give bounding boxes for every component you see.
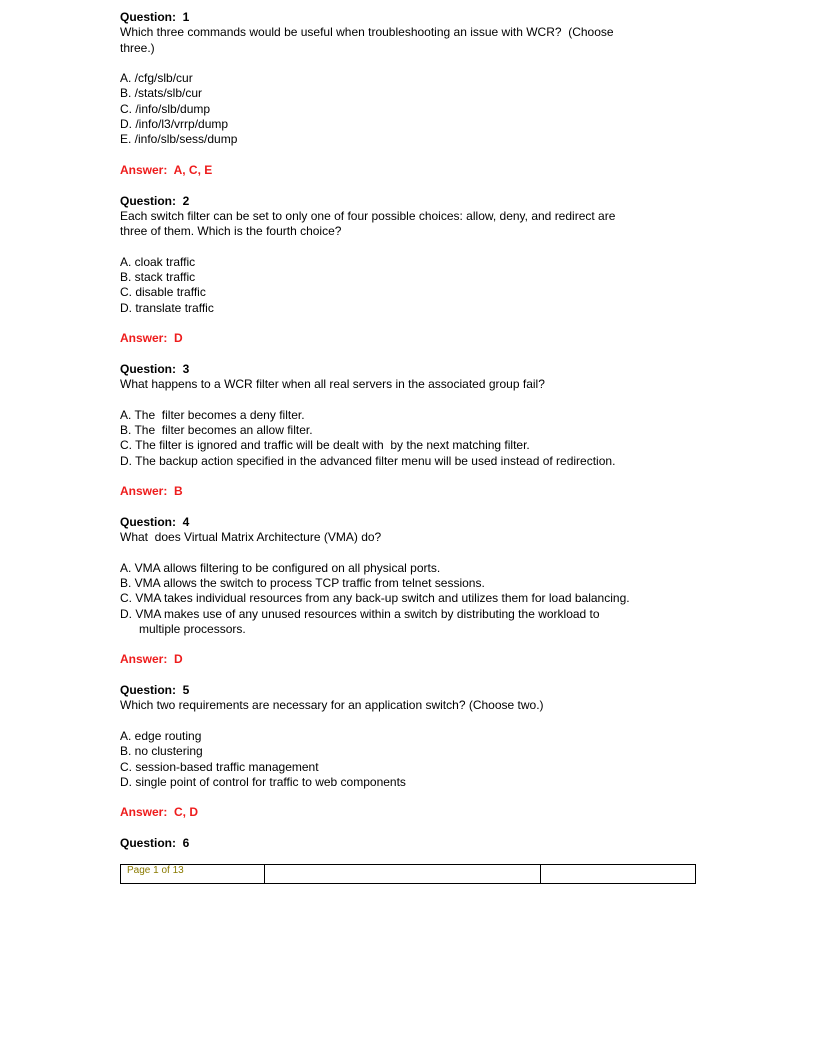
answer-option: C. VMA takes individual resources from any back-up switch and utilizes them for load balancing. [120, 591, 630, 606]
correct-answer: Answer: D [120, 652, 183, 667]
answer-option: D. translate traffic [120, 300, 214, 315]
correct-answer: Answer: D [120, 331, 183, 346]
answer-option: C. The filter is ignored and traffic will be dealt with by the next matching filter. [120, 438, 530, 453]
question-block [120, 10, 696, 194]
question-block [120, 683, 696, 836]
answer-option: A. The filter becomes a deny filter. [120, 407, 305, 422]
answer-option: D. The backup action specified in the advanced filter menu will be used instead of redirection. [120, 453, 616, 468]
question-block [120, 515, 696, 683]
answer-option: D. single point of control for traffic to web components [120, 774, 406, 789]
question-label: Question: 3 [120, 361, 190, 376]
answer-option: C. disable traffic [120, 285, 206, 300]
question-label: Question: 5 [120, 683, 190, 698]
answer-option: B. stack traffic [120, 270, 196, 285]
question-text: Each switch filter can be set to only one of four possible choices: allow, deny, and redirect are [120, 208, 616, 223]
correct-answer: Answer: A, C, E [120, 162, 213, 177]
page-footer-table [120, 864, 696, 884]
question-text: three.) [120, 40, 155, 55]
page-number: Page 1 of 13 [121, 865, 265, 883]
question-block [120, 362, 696, 515]
question-label: Question: 1 [120, 10, 190, 24]
answer-option: A. edge routing [120, 728, 202, 743]
answer-option: B. no clustering [120, 744, 203, 759]
question-text: Which three commands would be useful when troubleshooting an issue with WCR? (Choose [120, 25, 614, 40]
answer-option: D. /info/l3/vrrp/dump [120, 117, 229, 132]
document-body [120, 10, 696, 851]
answer-option: D. VMA makes use of any unused resources within a switch by distributing the workload to [120, 606, 600, 621]
answer-option: A. /cfg/slb/cur [120, 71, 193, 86]
answer-option: B. The filter becomes an allow filter. [120, 423, 313, 438]
answer-option: A. VMA allows filtering to be configured on all physical ports. [120, 560, 441, 575]
answer-option: A. cloak traffic [120, 254, 196, 269]
question-label: Question: 2 [120, 193, 190, 208]
answer-option: C. /info/slb/dump [120, 101, 211, 116]
question-block [120, 194, 696, 362]
answer-option: B. VMA allows the switch to process TCP traffic from telnet sessions. [120, 575, 485, 590]
footer-cell-empty [541, 865, 695, 883]
question-block [120, 836, 696, 851]
answer-option-continuation: multiple processors. [139, 621, 246, 636]
question-text: three of them. Which is the fourth choice? [120, 224, 342, 239]
question-text: What does Virtual Matrix Architecture (VMA) do? [120, 530, 382, 545]
correct-answer: Answer: C, D [120, 805, 199, 820]
footer-cell-empty [265, 865, 541, 883]
answer-option: B. /stats/slb/cur [120, 86, 203, 101]
question-text: What happens to a WCR filter when all real servers in the associated group fail? [120, 377, 545, 392]
question-text: Which two requirements are necessary for an application switch? (Choose two.) [120, 698, 544, 713]
answer-option: C. session-based traffic management [120, 759, 319, 774]
answer-option: E. /info/slb/sess/dump [120, 132, 238, 147]
correct-answer: Answer: B [120, 484, 183, 499]
question-label: Question: 6 [120, 836, 190, 851]
question-label: Question: 4 [120, 514, 190, 529]
